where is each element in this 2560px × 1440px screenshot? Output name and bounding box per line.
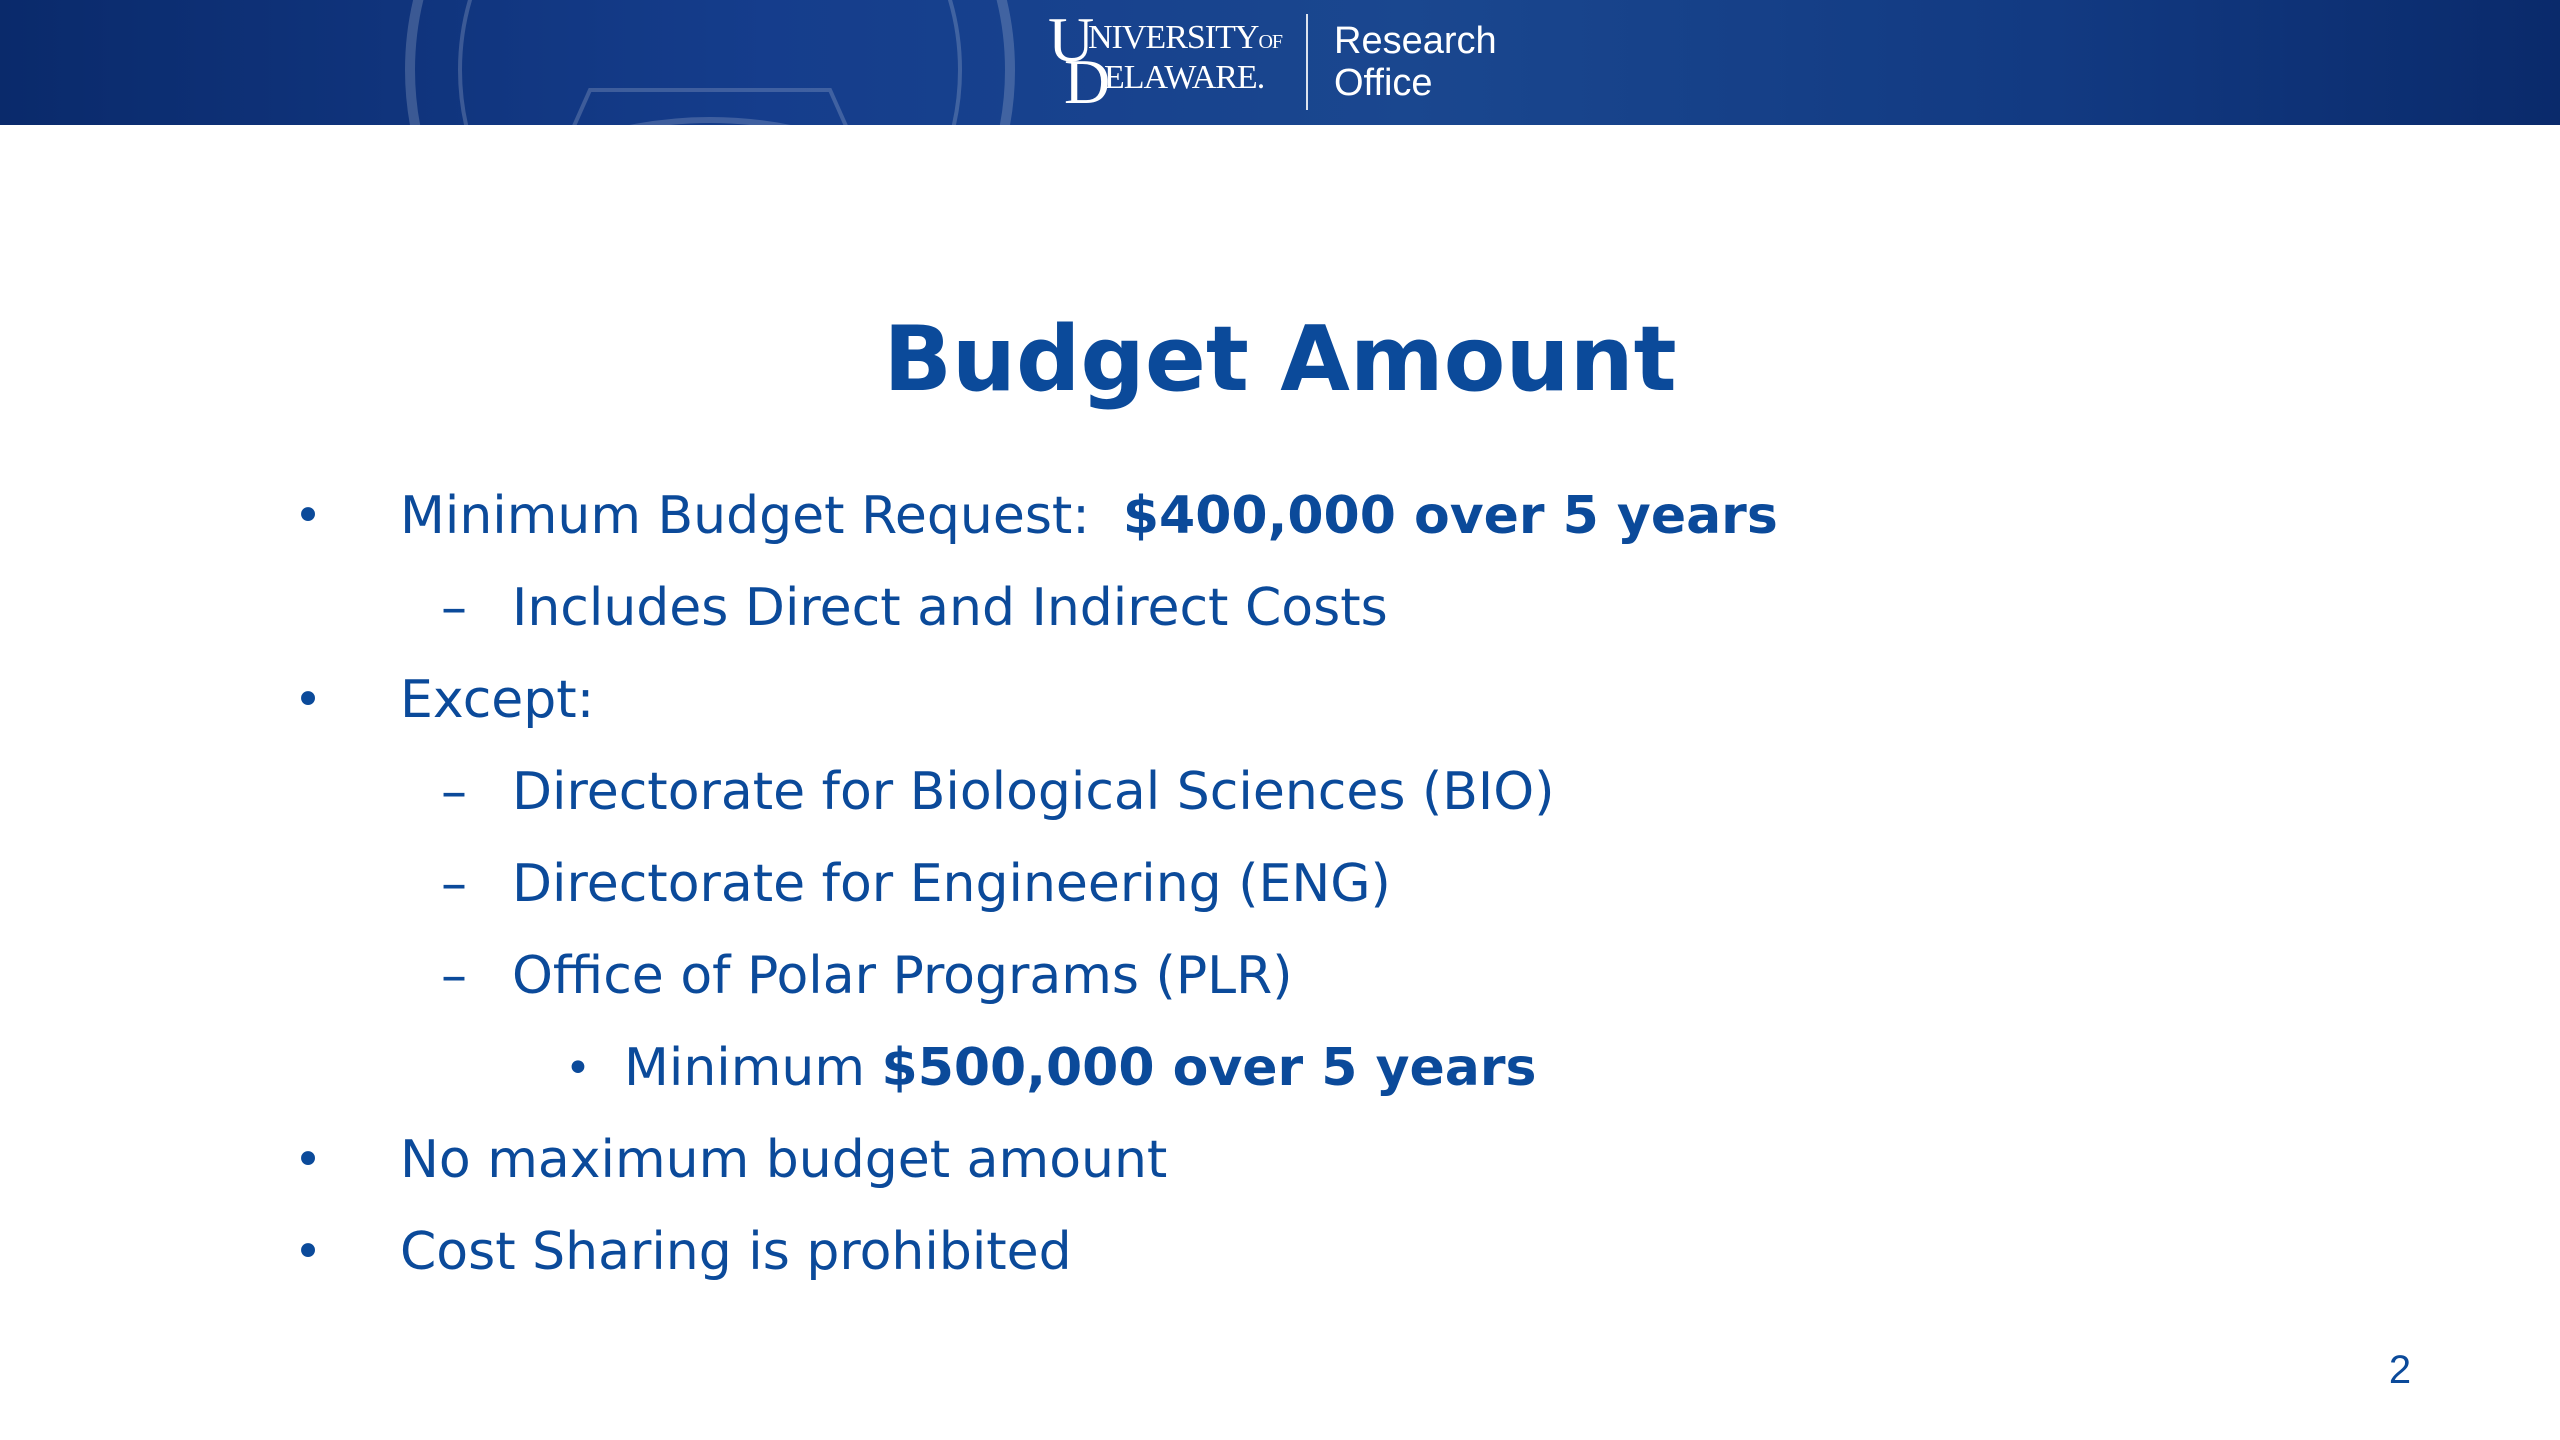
- bullet-bold-text: $400,000 over 5 years: [1122, 486, 1778, 546]
- svg-text:GRAMM: GRAMM: [630, 119, 786, 164]
- bullet-marker: •: [293, 488, 323, 544]
- dash-marker: –: [441, 946, 467, 1006]
- page-number: 2: [2388, 1348, 2412, 1392]
- unit-name: [1334, 20, 1497, 104]
- sub-bullet-item: [441, 746, 1555, 838]
- bullet-text: Minimum: [624, 1038, 882, 1098]
- sub-sub-bullet-item: [565, 1022, 1537, 1114]
- bullet-item: [293, 470, 1778, 562]
- svg-text:METAPH: METAPH: [800, 119, 962, 164]
- bullet-text: Directorate for Engineering (ENG): [512, 854, 1391, 914]
- seal-watermark-icon: [330, 0, 1090, 164]
- header-banner: [0, 0, 2560, 164]
- bullet-text: Includes Direct and Indirect Costs: [512, 578, 1388, 638]
- bullet-marker: •: [565, 1042, 591, 1094]
- sub-bullet-item: [441, 930, 1293, 1022]
- logo-initial-d: D: [1064, 46, 1111, 117]
- unit-name-line2: Office: [1334, 62, 1433, 104]
- unit-name-line1: Research: [1334, 20, 1497, 62]
- bullet-item: [293, 1114, 1168, 1206]
- sub-bullet-item: [441, 838, 1391, 930]
- dash-marker: –: [441, 762, 467, 822]
- university-logo[interactable]: [1048, 4, 1497, 117]
- bullet-text: Minimum Budget Request:: [400, 486, 1123, 546]
- bullet-text: Cost Sharing is prohibited: [400, 1222, 1072, 1282]
- bullet-marker: •: [293, 1132, 323, 1188]
- bullet-text: No maximum budget amount: [400, 1130, 1168, 1190]
- bullet-bold-text: $500,000 over 5 years: [881, 1038, 1537, 1098]
- logo-line2: ELAWARE.: [1104, 59, 1265, 96]
- logo-initial-u: U: [1048, 4, 1095, 75]
- bullet-marker: •: [293, 672, 323, 728]
- dash-marker: –: [441, 578, 467, 638]
- dash-marker: –: [441, 854, 467, 914]
- bullet-item: [293, 1206, 1072, 1298]
- bullet-text: Directorate for Biological Sciences (BIO): [512, 762, 1555, 822]
- ud-wordmark: [1048, 4, 1288, 117]
- bullet-item: [293, 654, 595, 746]
- bullet-marker: •: [293, 1224, 323, 1280]
- slide-title: Budget Amount: [883, 307, 1677, 412]
- sub-bullet-item: [441, 562, 1388, 654]
- bullet-text: Except:: [400, 670, 595, 730]
- bullet-text: Office of Polar Programs (PLR): [512, 946, 1293, 1006]
- logo-divider: [1306, 14, 1308, 110]
- logo-line1: NIVERSITYOF: [1088, 19, 1283, 56]
